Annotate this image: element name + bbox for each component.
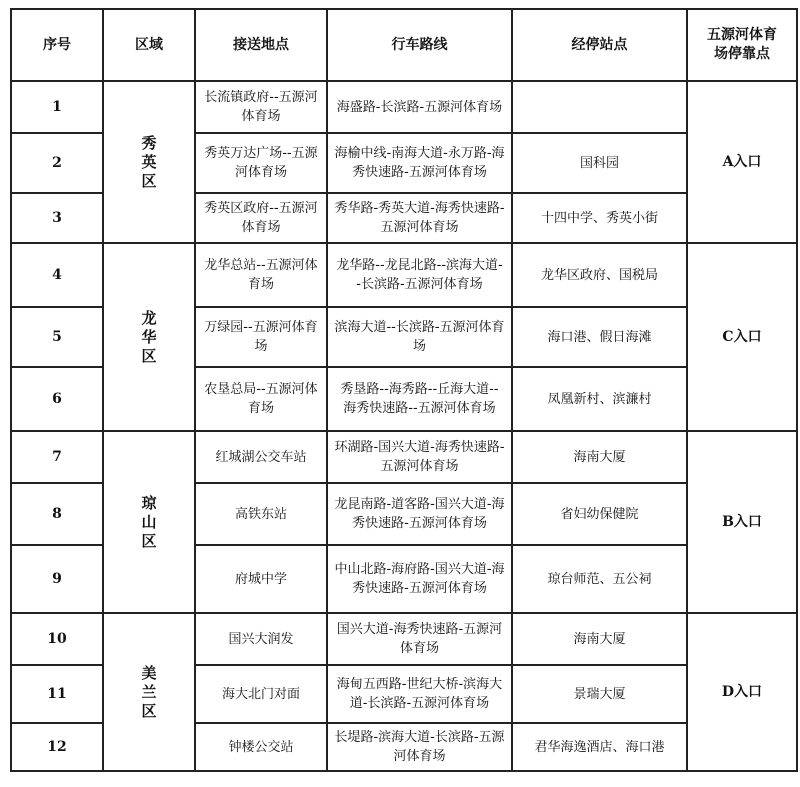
stops-cell: 海南大厦: [512, 431, 687, 483]
route-cell: 龙昆南路-道客路-国兴大道-海秀快速路-五源河体育场: [327, 483, 512, 545]
pickup-cell: 海大北门对面: [195, 665, 327, 723]
pickup-cell: 国兴大润发: [195, 613, 327, 665]
district-cell-xiuying: 秀 英 区: [103, 81, 195, 243]
entrance-cell-a: A入口: [687, 81, 797, 243]
stops-cell: 景瑞大厦: [512, 665, 687, 723]
pickup-cell: 高铁东站: [195, 483, 327, 545]
district-cell-meilan: 美 兰 区: [103, 613, 195, 771]
header-route: 行车路线: [327, 9, 512, 81]
pickup-cell: 龙华总站--五源河体育场: [195, 243, 327, 307]
seq-cell: 11: [11, 665, 103, 723]
entrance-cell-c: C入口: [687, 243, 797, 431]
pickup-cell: 长流镇政府--五源河体育场: [195, 81, 327, 133]
pickup-cell: 万绿园--五源河体育场: [195, 307, 327, 367]
seq-cell: 12: [11, 723, 103, 771]
route-cell: 国兴大道-海秀快速路-五源河体育场: [327, 613, 512, 665]
pickup-cell: 秀英区政府--五源河体育场: [195, 193, 327, 243]
seq-cell: 4: [11, 243, 103, 307]
stops-cell: 凤凰新村、滨濂村: [512, 367, 687, 431]
header-entrance: 五源河体育场停靠点: [687, 9, 797, 81]
seq-cell: 6: [11, 367, 103, 431]
header-stops: 经停站点: [512, 9, 687, 81]
entrance-cell-b: B入口: [687, 431, 797, 613]
seq-cell: 5: [11, 307, 103, 367]
route-cell: 长堤路-滨海大道-长滨路-五源河体育场: [327, 723, 512, 771]
header-district: 区域: [103, 9, 195, 81]
seq-cell: 7: [11, 431, 103, 483]
seq-cell: 8: [11, 483, 103, 545]
header-seq: 序号: [11, 9, 103, 81]
district-cell-longhua: 龙 华 区: [103, 243, 195, 431]
seq-cell: 10: [11, 613, 103, 665]
table-row: [11, 613, 797, 665]
table-row: [11, 243, 797, 307]
route-cell: 秀华路-秀英大道-海秀快速路-五源河体育场: [327, 193, 512, 243]
header-row: [11, 9, 797, 81]
pickup-cell: 府城中学: [195, 545, 327, 613]
route-cell: 秀垦路--海秀路--丘海大道--海秀快速路--五源河体育场: [327, 367, 512, 431]
table-row: [11, 431, 797, 483]
pickup-cell: 秀英万达广场--五源河体育场: [195, 133, 327, 193]
route-cell: 滨海大道--长滨路-五源河体育场: [327, 307, 512, 367]
route-cell: 海甸五西路-世纪大桥-滨海大道-长滨路-五源河体育场: [327, 665, 512, 723]
district-cell-qiongshan: 琼 山 区: [103, 431, 195, 613]
seq-cell: 3: [11, 193, 103, 243]
route-cell: 中山北路-海府路-国兴大道-海秀快速路-五源河体育场: [327, 545, 512, 613]
header-pickup: 接送地点: [195, 9, 327, 81]
stops-cell: 海南大厦: [512, 613, 687, 665]
seq-cell: 9: [11, 545, 103, 613]
route-cell: 海榆中线-南海大道-永万路-海秀快速路-五源河体育场: [327, 133, 512, 193]
stops-cell: 国科园: [512, 133, 687, 193]
stops-cell: 龙华区政府、国税局: [512, 243, 687, 307]
seq-cell: 1: [11, 81, 103, 133]
bus-route-table: [10, 8, 798, 772]
table-row: [11, 81, 797, 133]
pickup-cell: 红城湖公交车站: [195, 431, 327, 483]
stops-cell: 省妇幼保健院: [512, 483, 687, 545]
entrance-cell-d: D入口: [687, 613, 797, 771]
route-cell: 海盛路-长滨路-五源河体育场: [327, 81, 512, 133]
stops-cell: 海口港、假日海滩: [512, 307, 687, 367]
route-cell: 龙华路--龙昆北路--滨海大道--长滨路-五源河体育场: [327, 243, 512, 307]
stops-cell: 君华海逸酒店、海口港: [512, 723, 687, 771]
stops-cell: [512, 81, 687, 133]
stops-cell: 琼台师范、五公祠: [512, 545, 687, 613]
pickup-cell: 农垦总局--五源河体育场: [195, 367, 327, 431]
seq-cell: 2: [11, 133, 103, 193]
route-cell: 环湖路-国兴大道-海秀快速路-五源河体育场: [327, 431, 512, 483]
stops-cell: 十四中学、秀英小街: [512, 193, 687, 243]
pickup-cell: 钟楼公交站: [195, 723, 327, 771]
